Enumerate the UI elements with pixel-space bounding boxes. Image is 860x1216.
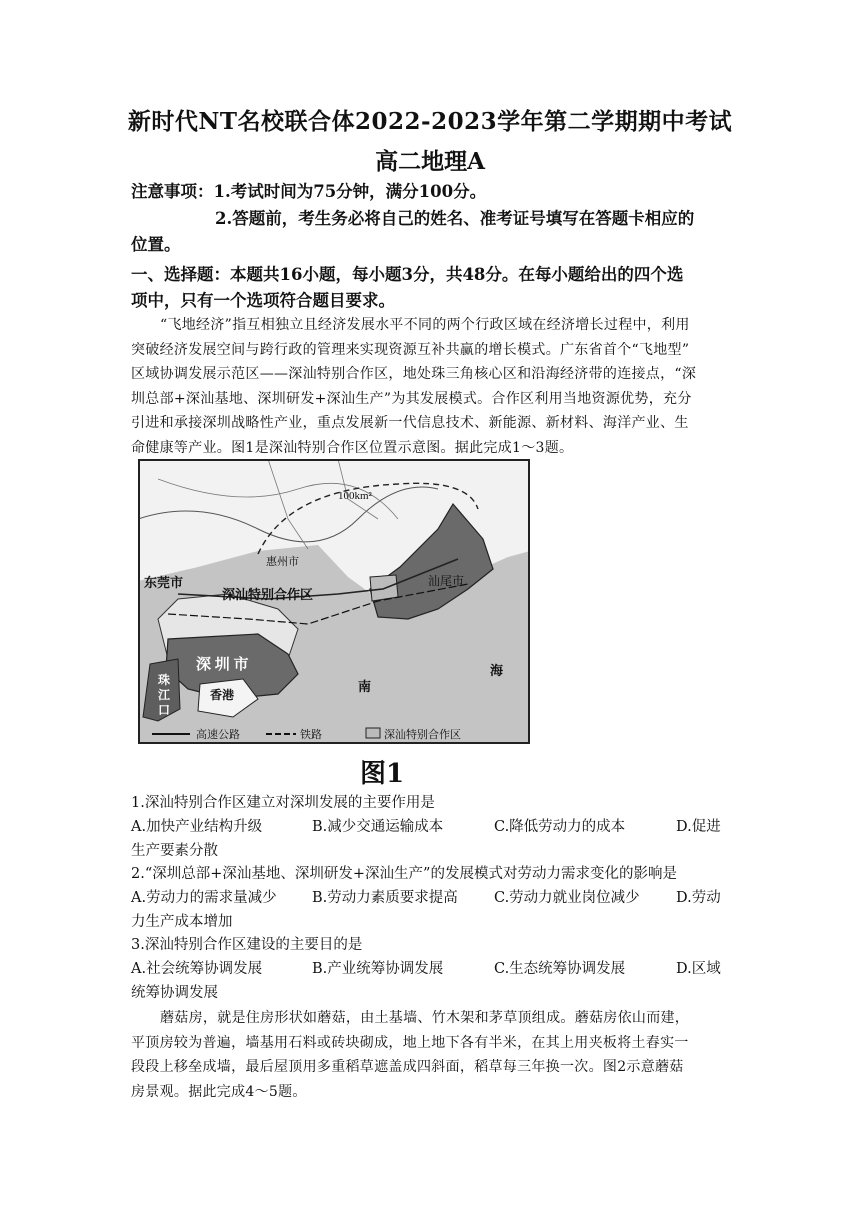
q2-option-a: A.劳动力的需求量减少: [131, 890, 277, 906]
map-label-nan: 南: [358, 679, 372, 694]
notice-line-1: 注意事项：1.考试时间为75分钟，满分100分。: [131, 182, 487, 201]
legend-railway: 铁路: [300, 729, 322, 741]
figure-1-label: 图1: [360, 759, 405, 789]
q1-options: [131, 815, 731, 835]
q3-options: [131, 957, 731, 977]
exam-subtitle: 高二地理A: [375, 148, 485, 175]
q3-option-c: C.生态统筹协调发展: [494, 961, 626, 977]
q2-option-d-cont: 力生产成本增加: [131, 914, 233, 930]
q1-stem: 1.深汕特别合作区建立对深圳发展的主要作用是: [131, 795, 435, 811]
q2-options: [131, 886, 731, 906]
passage2-line: 蘑菇房，就是住房形状如蘑菇，由土基墙、竹木架和茅草顶组成。蘑菇房依山而建，: [160, 1010, 690, 1026]
map-label-hai: 海: [490, 663, 504, 678]
passage1-line: 区域协调发展示范区——深汕特别合作区，地处珠三角核心区和沿海经济带的连接点，“深: [131, 366, 697, 382]
q1-option-c: C.降低劳动力的成本: [494, 819, 626, 835]
legend-highway: 高速公路: [196, 729, 240, 741]
map-label-zhujiangkou: 珠: [158, 673, 171, 687]
map-label-100km: 100km²: [338, 490, 372, 502]
q2-option-b: B.劳动力素质要求提高: [312, 890, 458, 906]
passage1-line: 命健康等产业。图1是深汕特别合作区位置示意图。据此完成1～3题。: [131, 440, 574, 456]
location-map: [138, 459, 530, 744]
q3-stem: 3.深汕特别合作区建设的主要目的是: [131, 937, 363, 953]
q3-option-a: A.社会统筹协调发展: [131, 961, 263, 977]
map-label-hongkong: 香港: [210, 688, 235, 702]
q3-option-b: B.产业统筹协调发展: [312, 961, 444, 977]
q1-option-d-cont: 生产要素分散: [131, 843, 218, 859]
q3-option-d-cont: 统筹协调发展: [131, 985, 218, 1001]
legend-zone: 深汕特别合作区: [384, 729, 461, 741]
q1-option-d: D.促进: [676, 819, 721, 835]
legend-zone-icon: [366, 728, 380, 738]
q2-option-c: C.劳动力就业岗位减少: [494, 890, 640, 906]
passage1-line: 突破经济发展空间与跨行政的管理来实现资源互补共赢的增长模式。广东省首个“飞地型”: [131, 342, 690, 358]
map-label-huizhou: 惠州市: [266, 556, 299, 568]
map-label-shenshan: 深汕特别合作区: [222, 587, 314, 602]
exam-title: 新时代NT名校联合体2022-2023学年第二学期期中考试: [127, 108, 733, 135]
q2-stem: 2.“深圳总部+深汕基地、深圳研发+深汕生产”的发展模式对劳动力需求变化的影响是: [131, 866, 677, 882]
passage2-line: 平顶房较为普遍，墙基用石料或砖块砌成，地上地下各有半米，在其上用夹板将土舂实一: [131, 1035, 689, 1051]
passage1-line: 引进和承接深圳战略性产业，重点发展新一代信息技术、新能源、新材料、海洋产业、生: [131, 415, 689, 431]
map-label-shenzhen: 深 圳 市: [196, 657, 249, 673]
q1-option-b: B.减少交通运输成本: [312, 819, 444, 835]
section-heading-line-1: 一、选择题：本题共16小题，每小题3分，共48分。在每小题给出的四个选: [131, 265, 684, 284]
section-heading-line-2: 项中，只有一个选项符合题目要求。: [131, 291, 395, 310]
passage2-line: 房景观。据此完成4～5题。: [131, 1084, 307, 1100]
passage1-line: 圳总部+深汕基地、深圳研发+深汕生产”为其发展模式。合作区利用当地资源优势，充分: [131, 391, 692, 407]
notice-line-2: 2.答题前，考生务必将自己的姓名、准考证号填写在答题卡相应的: [215, 209, 695, 228]
map-label-zhujiangkou: 口: [158, 703, 171, 717]
map-label-shanwei: 汕尾市: [428, 574, 465, 588]
passage1-line: “飞地经济”指互相独立且经济发展水平不同的两个行政区域在经济增长过程中，利用: [160, 317, 690, 333]
passage2-line: 段段上移垒成墙，最后屋顶用多重稻草遮盖成四斜面，稻草每三年换一次。图2示意蘑菇: [131, 1059, 684, 1075]
q3-option-d: D.区域: [676, 961, 721, 977]
map-label-zhujiangkou: 江: [158, 688, 171, 702]
notice-line-3: 位置。: [131, 235, 181, 254]
q2-option-d: D.劳动: [676, 890, 721, 906]
map-label-dongguan: 东莞市: [144, 575, 184, 590]
q1-option-a: A.加快产业结构升级: [131, 819, 263, 835]
